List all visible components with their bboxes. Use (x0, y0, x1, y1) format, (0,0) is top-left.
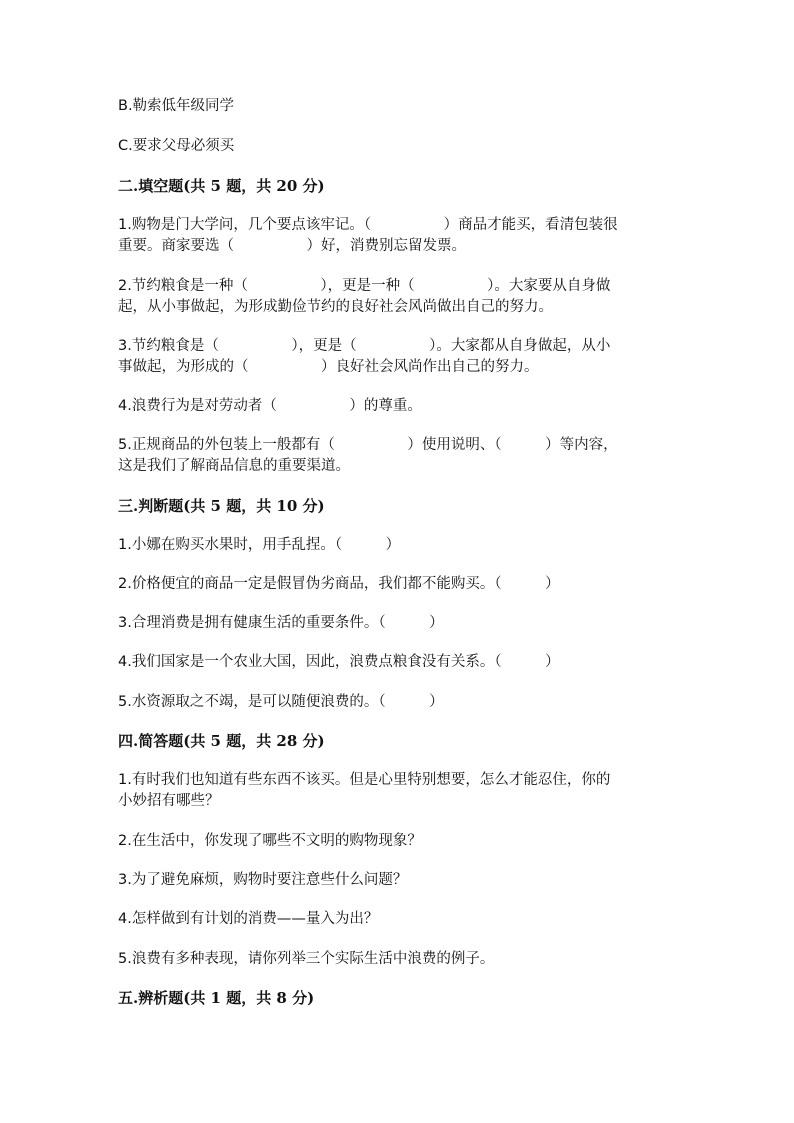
fill-question-3-line2: 事做起，为形成的（ ）良好社会风尚作出自己的努力。 (118, 359, 539, 375)
section4-heading: 四.简答题(共 5 题，共 28 分) (118, 732, 325, 750)
section5-heading: 五.辨析题(共 1 题，共 8 分) (118, 989, 315, 1007)
judge-question-4: 4.我们国家是一个农业大国，因此，浪费点粮食没有关系。（ ） (118, 654, 560, 670)
short-question-1-line2: 小妙招有哪些？ (118, 793, 220, 809)
fill-question-1-line1: 1.购物是门大学问，几个要点该牢记。（ ）商品才能买，看清包装很 (118, 217, 618, 233)
short-question-3: 3.为了避免麻烦，购物时要注意些什么问题？ (118, 872, 408, 888)
fill-question-1-line2: 重要。商家要选（ ）好，消费别忘留发票。 (118, 238, 466, 254)
fill-question-4: 4.浪费行为是对劳动者（ ）的尊重。 (118, 398, 422, 414)
judge-question-3: 3.合理消费是拥有健康生活的重要条件。（ ） (118, 615, 444, 631)
option-c: C.要求父母必须买 (118, 138, 235, 154)
judge-question-5: 5.水资源取之不竭，是可以随便浪费的。（ ） (118, 694, 444, 710)
judge-question-1: 1.小娜在购买水果时，用手乱捏。（ ） (118, 537, 401, 553)
option-b: B.勒索低年级同学 (118, 98, 235, 114)
short-question-5: 5.浪费有多种表现，请你列举三个实际生活中浪费的例子。 (118, 951, 495, 967)
fill-question-5-line2: 这是我们了解商品信息的重要渠道。 (118, 458, 350, 474)
fill-question-2-line1: 2.节约粮食是一种（ ），更是一种（ ）。大家要从自身做 (118, 278, 611, 294)
section2-heading: 二.填空题(共 5 题，共 20 分) (118, 177, 325, 195)
short-question-2: 2.在生活中，你发现了哪些不文明的购物现象？ (118, 833, 422, 849)
fill-question-2-line2: 起，从小事做起，为形成勤俭节约的良好社会风尚做出自己的努力。 (118, 299, 553, 315)
short-question-1-line1: 1.有时我们也知道有些东西不该买。但是心里特别想要，怎么才能忍住，你的 (118, 772, 611, 788)
short-question-4: 4.怎样做到有计划的消费——量入为出？ (118, 911, 379, 927)
judge-question-2: 2.价格便宜的商品一定是假冒伪劣商品，我们都不能购买。（ ） (118, 576, 560, 592)
fill-question-5-line1: 5.正规商品的外包装上一般都有（ ）使用说明、（ ）等内容， (118, 437, 618, 453)
section3-heading: 三.判断题(共 5 题，共 10 分) (118, 497, 325, 515)
fill-question-3-line1: 3.节约粮食是（ ），更是（ ）。大家都从自身做起，从小 (118, 338, 611, 354)
